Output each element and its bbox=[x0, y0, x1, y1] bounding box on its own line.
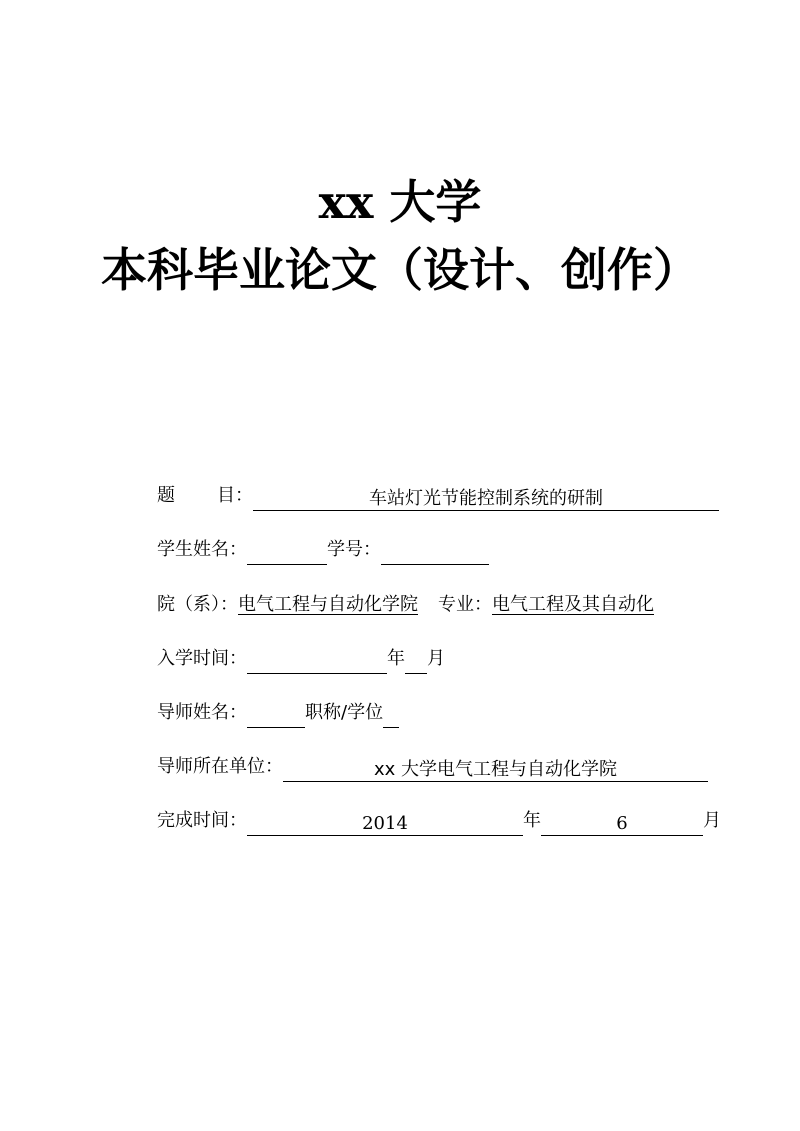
advisor-title-field bbox=[383, 704, 399, 728]
topic-label-char1: 题 bbox=[157, 485, 175, 506]
topic-field: 车站灯光节能控制系统的研制 bbox=[253, 487, 719, 511]
topic-label-char2: 目： bbox=[217, 485, 253, 506]
enrollment-year-field bbox=[247, 650, 387, 674]
advisor-name-label: 导师姓名： bbox=[157, 702, 247, 723]
advisor-unit-label: 导师所在单位： bbox=[157, 756, 283, 777]
enrollment-row bbox=[157, 644, 724, 674]
student-name-label: 学生姓名： bbox=[157, 539, 247, 560]
completion-year-unit: 年 bbox=[523, 810, 541, 831]
student-row bbox=[157, 535, 724, 565]
advisor-unit-row bbox=[157, 752, 724, 782]
enrollment-month-field bbox=[405, 650, 427, 674]
university-title: xx 大学 bbox=[318, 175, 482, 229]
advisor-row bbox=[157, 698, 724, 728]
completion-row bbox=[157, 806, 724, 836]
document-type-title: 本科毕业论文（设计、创作） bbox=[101, 243, 699, 297]
enrollment-label: 入学时间： bbox=[157, 648, 247, 669]
student-id-label: 学号： bbox=[327, 539, 381, 560]
major-label: 专业： bbox=[438, 594, 492, 615]
advisor-unit-field: xx 大学电气工程与自动化学院 bbox=[283, 758, 708, 782]
advisor-title-label: 职称/学位 bbox=[305, 702, 384, 723]
completion-month-unit: 月 bbox=[703, 810, 721, 831]
advisor-name-field bbox=[247, 704, 305, 728]
completion-label: 完成时间： bbox=[157, 810, 247, 831]
student-id-field bbox=[381, 541, 489, 565]
topic-row bbox=[157, 481, 724, 511]
major-value: 电气工程及其自动化 bbox=[492, 594, 654, 615]
department-label: 院（系）： bbox=[157, 594, 238, 615]
enrollment-year-unit: 年 bbox=[387, 648, 405, 669]
completion-year-field: 2014 bbox=[247, 812, 523, 836]
department-row bbox=[157, 590, 724, 620]
completion-month-field: 6 bbox=[541, 812, 703, 836]
enrollment-month-unit: 月 bbox=[427, 648, 445, 669]
student-name-field bbox=[247, 541, 327, 565]
department-value: 电气工程与自动化学院 bbox=[238, 594, 418, 615]
